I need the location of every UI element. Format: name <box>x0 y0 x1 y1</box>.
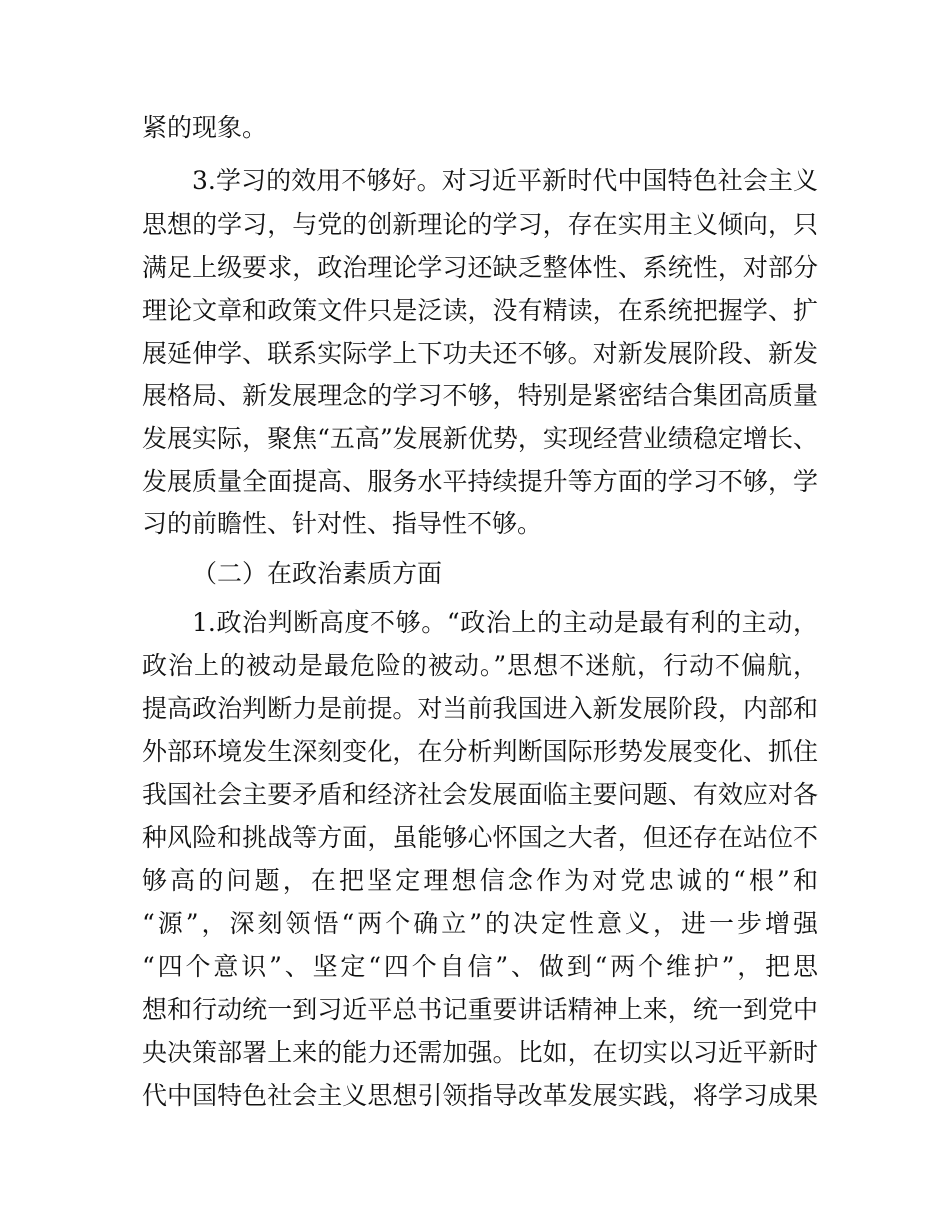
paragraph-line: 政治上的被动是最危险的被动。”思想不迷航，行动不偏航， <box>142 651 818 680</box>
paragraph-line: 央决策部署上来的能力还需加强。比如，在切实以习近平新时 <box>142 1038 818 1067</box>
paragraph-line: 1.政治判断高度不够。“政治上的主动是最有利的主动， <box>192 608 818 637</box>
paragraph-line: 我国社会主要矛盾和经济社会发展面临主要问题、有效应对各 <box>142 780 818 809</box>
paragraph-line: 提高政治判断力是前提。对当前我国进入新发展阶段，内部和 <box>142 694 818 723</box>
paragraph-line: 思想的学习，与党的创新理论的学习，存在实用主义倾向，只 <box>142 210 818 239</box>
section-heading: （二）在政治素质方面 <box>192 559 443 588</box>
paragraph-line: “四个意识”、坚定“四个自信”、做到“两个维护”，把思 <box>142 952 818 981</box>
paragraph-line: 习的前瞻性、针对性、指导性不够。 <box>142 509 543 538</box>
paragraph-line: 展格局、新发展理念的学习不够，特别是紧密结合集团高质量 <box>142 381 818 410</box>
paragraph-line: 代中国特色社会主义思想引领指导改革发展实践，将学习成果 <box>142 1081 818 1110</box>
paragraph-line: 3.学习的效用不够好。对习近平新时代中国特色社会主义 <box>192 166 818 195</box>
paragraph-line: 想和行动统一到习近平总书记重要讲话精神上来，统一到党中 <box>142 995 818 1024</box>
paragraph-line: “源”，深刻领悟“两个确立”的决定性意义，进一步增强 <box>142 909 818 938</box>
paragraph-line: 够高的问题，在把坚定理想信念作为对党忠诚的“根”和 <box>142 866 818 895</box>
paragraph-line: 外部环境发生深刻变化，在分析判断国际形势发展变化、抓住 <box>142 737 818 766</box>
paragraph-line: 满足上级要求，政治理论学习还缺乏整体性、系统性，对部分 <box>142 253 818 282</box>
paragraph-line: 发展质量全面提高、服务水平持续提升等方面的学习不够，学 <box>142 467 818 496</box>
paragraph-line: 种风险和挑战等方面，虽能够心怀国之大者，但还存在站位不 <box>142 823 818 852</box>
paragraph-line: 展延伸学、联系实际学上下功夫还不够。对新发展阶段、新发 <box>142 339 818 368</box>
paragraph-line: 理论文章和政策文件只是泛读，没有精读，在系统把握学、扩 <box>142 296 818 325</box>
paragraph-line: 发展实际，聚焦“五高”发展新优势，实现经营业绩稳定增长、 <box>142 424 818 453</box>
paragraph-line: 紧的现象。 <box>142 113 268 142</box>
